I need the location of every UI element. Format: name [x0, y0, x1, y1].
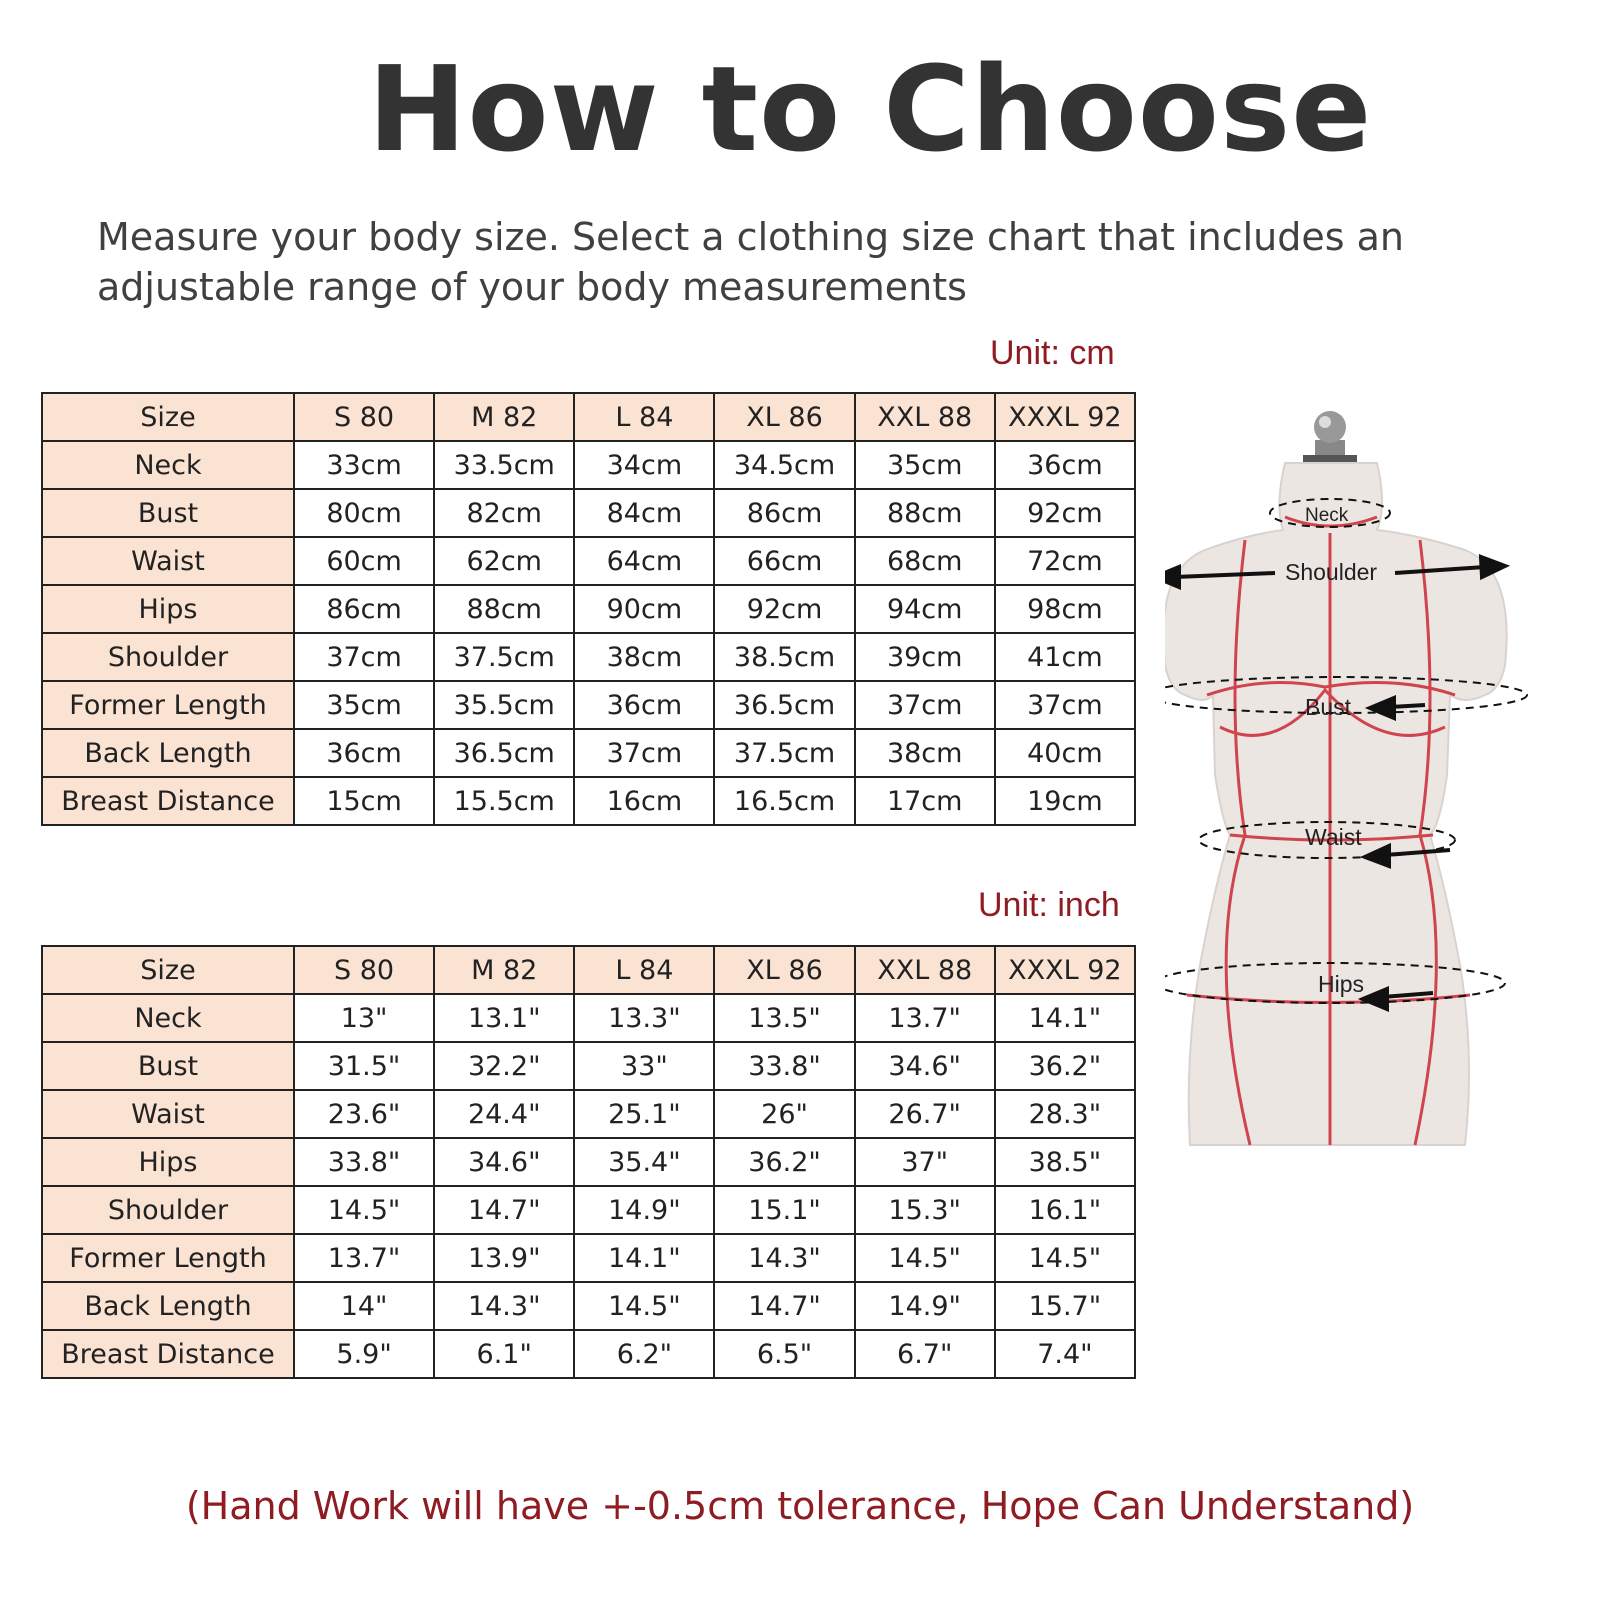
measurement-cell: 13.9" — [434, 1234, 574, 1282]
table-row — [42, 681, 1135, 729]
table-row — [42, 1090, 1135, 1138]
measurement-cell: 86cm — [714, 489, 854, 537]
measurement-cell: 35cm — [855, 441, 995, 489]
measurement-cell: 90cm — [574, 585, 714, 633]
table-row — [42, 1234, 1135, 1282]
measurement-cell: 35.4" — [574, 1138, 714, 1186]
measurement-cell: 14.9" — [574, 1186, 714, 1234]
measurement-cell: 36cm — [995, 441, 1135, 489]
row-label: Former Length — [42, 681, 294, 729]
measurement-cell: 94cm — [855, 585, 995, 633]
table-row — [42, 1282, 1135, 1330]
measurement-cell: 32.2" — [434, 1042, 574, 1090]
measurement-cell: 19cm — [995, 777, 1135, 825]
label-waist: Waist — [1305, 824, 1362, 850]
table-row — [42, 633, 1135, 681]
measurement-cell: 41cm — [995, 633, 1135, 681]
measurement-cell: 88cm — [855, 489, 995, 537]
unit-inch-label: Unit: inch — [978, 886, 1120, 924]
measurement-cell: 35cm — [294, 681, 434, 729]
measurement-cell: 14.9" — [855, 1282, 995, 1330]
measurement-cell: 37cm — [574, 729, 714, 777]
table-row — [42, 585, 1135, 633]
label-hips: Hips — [1318, 971, 1365, 997]
measurement-cell: 37cm — [855, 681, 995, 729]
measurement-cell: 28.3" — [995, 1090, 1135, 1138]
measurement-cell: 80cm — [294, 489, 434, 537]
tolerance-note: (Hand Work will have +-0.5cm tolerance, Hope Can Understand) — [185, 1484, 1415, 1528]
label-neck: Neck — [1305, 505, 1349, 526]
measurement-cell: 14.7" — [714, 1282, 854, 1330]
row-label: Shoulder — [42, 1186, 294, 1234]
measurement-cell: 25.1" — [574, 1090, 714, 1138]
table-row — [42, 729, 1135, 777]
measurement-cell: 14.5" — [855, 1234, 995, 1282]
row-label: Hips — [42, 585, 294, 633]
measurement-cell: 17cm — [855, 777, 995, 825]
measurement-cell: 14.1" — [574, 1234, 714, 1282]
table-header-row — [42, 946, 1135, 994]
row-label: Back Length — [42, 1282, 294, 1330]
header-size-cell: XXXL 92 — [995, 393, 1135, 441]
header-size-label: Size — [42, 393, 294, 441]
measurement-cell: 13" — [294, 994, 434, 1042]
page-title: How to Choose — [367, 40, 1373, 178]
measurement-cell: 15.7" — [995, 1282, 1135, 1330]
header-size-cell: XXL 88 — [855, 393, 995, 441]
measurement-cell: 23.6" — [294, 1090, 434, 1138]
measurement-cell: 6.2" — [574, 1330, 714, 1378]
label-shoulder: Shoulder — [1285, 559, 1378, 585]
row-label: Neck — [42, 441, 294, 489]
measurement-cell: 14.5" — [574, 1282, 714, 1330]
measurement-cell: 14.1" — [995, 994, 1135, 1042]
measurement-cell: 5.9" — [294, 1330, 434, 1378]
measurement-cell: 40cm — [995, 729, 1135, 777]
row-label: Breast Distance — [42, 1330, 294, 1378]
measurement-cell: 72cm — [995, 537, 1135, 585]
measurement-cell: 38.5cm — [714, 633, 854, 681]
row-label: Hips — [42, 1138, 294, 1186]
measurement-cell: 37cm — [995, 681, 1135, 729]
table-row — [42, 441, 1135, 489]
measurement-cell: 16.1" — [995, 1186, 1135, 1234]
table-row — [42, 537, 1135, 585]
measurement-cell: 7.4" — [995, 1330, 1135, 1378]
measurement-cell: 24.4" — [434, 1090, 574, 1138]
measurement-cell: 35.5cm — [434, 681, 574, 729]
measurement-cell: 13.7" — [294, 1234, 434, 1282]
measurement-cell: 15cm — [294, 777, 434, 825]
measurement-cell: 92cm — [995, 489, 1135, 537]
measurement-cell: 36cm — [574, 681, 714, 729]
row-label: Waist — [42, 537, 294, 585]
header-size-cell: XL 86 — [714, 946, 854, 994]
measurement-cell: 15.5cm — [434, 777, 574, 825]
measurement-cell: 26" — [714, 1090, 854, 1138]
row-label: Former Length — [42, 1234, 294, 1282]
measurement-cell: 92cm — [714, 585, 854, 633]
measurement-cell: 84cm — [574, 489, 714, 537]
size-table-inch — [41, 945, 1136, 1379]
measurement-cell: 33.8" — [714, 1042, 854, 1090]
measurement-cell: 14.5" — [294, 1186, 434, 1234]
header-size-cell: L 84 — [574, 393, 714, 441]
measurement-cell: 14.7" — [434, 1186, 574, 1234]
measurement-cell: 36.5cm — [434, 729, 574, 777]
table-row — [42, 1042, 1135, 1090]
measurement-cell: 37.5cm — [714, 729, 854, 777]
measurement-cell: 15.3" — [855, 1186, 995, 1234]
measurement-cell: 82cm — [434, 489, 574, 537]
measurement-cell: 13.1" — [434, 994, 574, 1042]
header-size-cell: XL 86 — [714, 393, 854, 441]
measurement-cell: 31.5" — [294, 1042, 434, 1090]
measurement-cell: 34.5cm — [714, 441, 854, 489]
measurement-cell: 38cm — [855, 729, 995, 777]
measurement-cell: 38cm — [574, 633, 714, 681]
row-label: Bust — [42, 489, 294, 537]
measurement-cell: 39cm — [855, 633, 995, 681]
measurement-cell: 33.5cm — [434, 441, 574, 489]
row-label: Bust — [42, 1042, 294, 1090]
measurement-cell: 88cm — [434, 585, 574, 633]
stand-knob — [1303, 411, 1357, 465]
measurement-cell: 36cm — [294, 729, 434, 777]
measurement-cell: 64cm — [574, 537, 714, 585]
measurement-cell: 37" — [855, 1138, 995, 1186]
measurement-cell: 62cm — [434, 537, 574, 585]
row-label: Shoulder — [42, 633, 294, 681]
row-label: Neck — [42, 994, 294, 1042]
measurement-cell: 86cm — [294, 585, 434, 633]
measurement-cell: 98cm — [995, 585, 1135, 633]
measurement-cell: 34.6" — [855, 1042, 995, 1090]
row-label: Waist — [42, 1090, 294, 1138]
measurement-cell: 36.5cm — [714, 681, 854, 729]
header-size-label: Size — [42, 946, 294, 994]
header-size-cell: XXXL 92 — [995, 946, 1135, 994]
table-row — [42, 1330, 1135, 1378]
size-table-cm — [41, 392, 1136, 826]
table-row — [42, 1186, 1135, 1234]
table-row — [42, 777, 1135, 825]
label-bust: Bust — [1305, 694, 1352, 720]
measurement-cell: 60cm — [294, 537, 434, 585]
header-size-cell: M 82 — [434, 393, 574, 441]
measurement-cell: 36.2" — [995, 1042, 1135, 1090]
measurement-cell: 6.7" — [855, 1330, 995, 1378]
measurement-cell: 16.5cm — [714, 777, 854, 825]
table-row — [42, 1138, 1135, 1186]
header-size-cell: L 84 — [574, 946, 714, 994]
measurement-cell: 36.2" — [714, 1138, 854, 1186]
measurement-cell: 14.3" — [434, 1282, 574, 1330]
measurement-cell: 13.7" — [855, 994, 995, 1042]
header-size-cell: XXL 88 — [855, 946, 995, 994]
table-row — [42, 994, 1135, 1042]
header-size-cell: S 80 — [294, 946, 434, 994]
measurement-cell: 14.5" — [995, 1234, 1135, 1282]
measurement-cell: 33" — [574, 1042, 714, 1090]
header-size-cell: M 82 — [434, 946, 574, 994]
measurement-cell: 33cm — [294, 441, 434, 489]
header-size-cell: S 80 — [294, 393, 434, 441]
measurement-cell: 33.8" — [294, 1138, 434, 1186]
measurement-cell: 13.3" — [574, 994, 714, 1042]
measurement-cell: 34.6" — [434, 1138, 574, 1186]
measurement-cell: 14" — [294, 1282, 434, 1330]
measurement-cell: 14.3" — [714, 1234, 854, 1282]
table-row — [42, 489, 1135, 537]
measurement-cell: 37cm — [294, 633, 434, 681]
measurement-cell: 68cm — [855, 537, 995, 585]
measurement-cell: 37.5cm — [434, 633, 574, 681]
table-header-row — [42, 393, 1135, 441]
unit-cm-label: Unit: cm — [990, 334, 1115, 372]
measurement-cell: 13.5" — [714, 994, 854, 1042]
measurement-cell: 26.7" — [855, 1090, 995, 1138]
measurement-cell: 6.1" — [434, 1330, 574, 1378]
measurement-cell: 66cm — [714, 537, 854, 585]
measurement-cell: 34cm — [574, 441, 714, 489]
intro-text: Measure your body size. Select a clothing size chart that includes an adjustable range of your body measurements — [97, 215, 1404, 309]
measurement-cell: 38.5" — [995, 1138, 1135, 1186]
dress-form-diagram — [1165, 405, 1585, 1205]
row-label: Back Length — [42, 729, 294, 777]
measurement-cell: 6.5" — [714, 1330, 854, 1378]
row-label: Breast Distance — [42, 777, 294, 825]
measurement-cell: 16cm — [574, 777, 714, 825]
measurement-cell: 15.1" — [714, 1186, 854, 1234]
